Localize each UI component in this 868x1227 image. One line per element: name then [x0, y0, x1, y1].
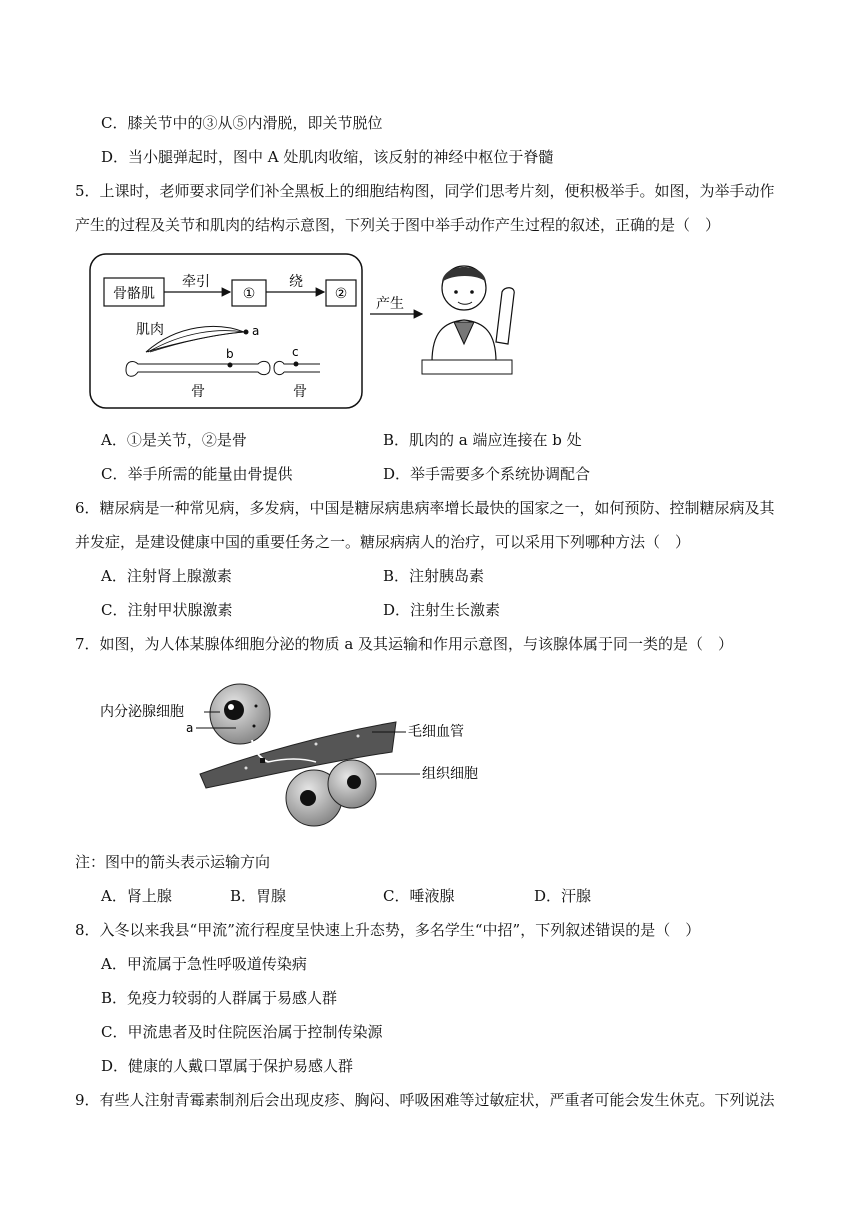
- box-1-text: ①: [242, 286, 256, 302]
- box-skeletal-text: 骨骼肌: [113, 286, 155, 302]
- q7-stem: 7．如图，为人体某腺体细胞分泌的物质 a 及其运输和作用示意图，与该腺体属于同一类的是（ ）: [75, 635, 734, 653]
- q5-option-b: B．肌肉的 a 端应连接在 b 处: [383, 431, 582, 449]
- q8-stem: 8．入冬以来我县“甲流”流行程度呈快速上升态势，多名学生“中招”，下列叙述错误的是（ ）: [75, 921, 701, 939]
- q9-stem-line1: 9．有些人注射青霉素制剂后会出现皮疹、胸闷、呼吸困难等过敏症状，严重者可能会发生休克。下列说法: [75, 1091, 775, 1109]
- q7-note: 注：图中的箭头表示运输方向: [75, 853, 271, 871]
- q5-stem-line1: 5．上课时，老师要求同学们补全黑板上的细胞结构图，同学们思考片刻，便积极举手。如图，为举手动作: [75, 182, 775, 200]
- q7-figure: [96, 676, 496, 836]
- q7-option-d: D．汗腺: [534, 887, 592, 905]
- point-b-label: b: [226, 347, 234, 361]
- q6-option-b: B．注射胰岛素: [383, 567, 485, 585]
- arrow-label-pull: 牵引: [182, 274, 210, 290]
- arrow-label-around: 绕: [289, 274, 303, 290]
- q8-option-c: C．甲流患者及时住院医治属于控制传染源: [101, 1023, 383, 1041]
- q4-option-c: C．膝关节中的③从⑤内滑脱，即关节脱位: [101, 114, 383, 132]
- muscle-label: 肌肉: [136, 322, 164, 338]
- q5-stem-line2: 产生的过程及关节和肌肉的结构示意图，下列关于图中举手动作产生过程的叙述，正确的是（ ）: [75, 216, 721, 234]
- q6-option-a: A．注射肾上腺激素: [101, 567, 232, 585]
- q5-option-d: D．举手需要多个系统协调配合: [383, 465, 591, 483]
- bone2-label: 骨: [293, 384, 307, 400]
- q8-option-d: D．健康的人戴口罩属于保护易感人群: [101, 1057, 354, 1075]
- q6-stem-line2: 并发症，是建设健康中国的重要任务之一。糖尿病病人的治疗，可以采用下列哪种方法（ ）: [75, 533, 691, 551]
- q6-option-c: C．注射甲状腺激素: [101, 601, 233, 619]
- tissue-cell-label: 组织细胞: [422, 766, 478, 782]
- point-a-label: a: [252, 324, 260, 338]
- q5-figure: [88, 252, 528, 412]
- q5-option-c: C．举手所需的能量由骨提供: [101, 465, 293, 483]
- q7-option-b: B．胃腺: [230, 887, 287, 905]
- q7-option-a: A．肾上腺: [101, 887, 172, 905]
- q6-stem-line1: 6．糖尿病是一种常见病，多发病，中国是糖尿病患病率增长最快的国家之一，如何预防、控制糖尿病及其: [75, 499, 775, 517]
- arrow-label-produce: 产生: [376, 296, 404, 312]
- box-2-text: ②: [334, 286, 348, 302]
- child-illustration: [422, 266, 514, 374]
- capillary-label: 毛细血管: [408, 724, 464, 740]
- q6-option-d: D．注射生长激素: [383, 601, 501, 619]
- q8-option-a: A．甲流属于急性呼吸道传染病: [101, 955, 307, 973]
- bone1-label: 骨: [191, 384, 205, 400]
- gland-cell-label: 内分泌腺细胞: [100, 704, 184, 720]
- substance-a-label: a: [186, 721, 194, 735]
- q4-option-d: D．当小腿弹起时，图中 A 处肌肉收缩，该反射的神经中枢位于脊髓: [101, 148, 554, 166]
- q8-option-b: B．免疫力较弱的人群属于易感人群: [101, 989, 338, 1007]
- q7-option-c: C．唾液腺: [383, 887, 455, 905]
- point-c-label: c: [292, 345, 299, 359]
- q5-option-a: A．①是关节，②是骨: [101, 431, 247, 449]
